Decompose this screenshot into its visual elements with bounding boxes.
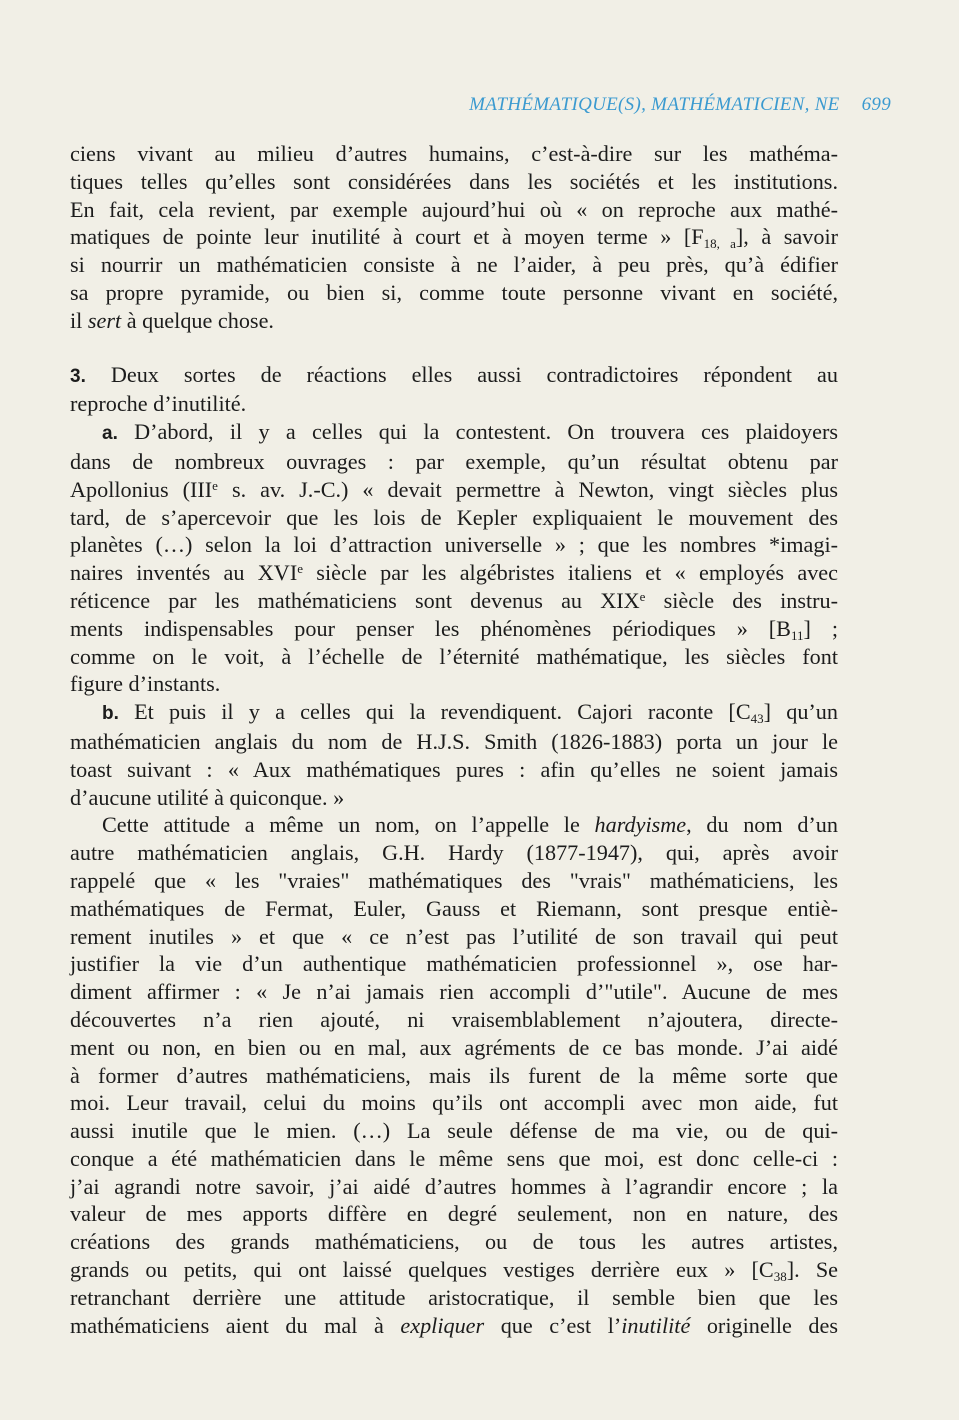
- text-line: reproche d’inutilité.: [70, 391, 247, 417]
- text-line: ment ou non, en bien ou en mal, aux agréments de ce bas monde. J’ai aidé: [70, 1034, 838, 1060]
- text-line: figure d’instants.: [70, 671, 221, 697]
- emphasis: sert: [87, 307, 122, 333]
- citation-subscript: 18, a: [703, 236, 736, 252]
- item-label: b.: [102, 703, 119, 725]
- text-line: d’aucune utilité à quiconque. »: [70, 784, 345, 810]
- text-line: j’ai agrandi notre savoir, j’ai aidé d’autres hommes à l’agrandir encore ; la: [70, 1173, 838, 1199]
- text-run: réticence par les mathématiciens sont devenus au XIX: [70, 587, 640, 613]
- text-line: toast suivant : « Aux mathématiques pures : afin qu’elles ne soient jamais: [70, 756, 838, 782]
- text-line: diment affirmer : « Je n’ai jamais rien accompli d’"utile". Aucune de mes: [70, 979, 838, 1005]
- text-line: [70, 1256, 838, 1284]
- text-run: ] ;: [803, 615, 838, 641]
- text-line: [70, 811, 838, 839]
- text-line: conque a été mathématicien dans le même sens que moi, est donc celle-ci :: [70, 1145, 838, 1171]
- text-line: planètes (…) selon la loi d’attraction universelle » ; que les nombres *imagi-: [70, 532, 838, 558]
- text-line: rement inutiles » et que « ce n’est pas l’utilité de son travail qui peut: [70, 923, 838, 949]
- text-run: s. av. J.-C.) « devait permettre à Newton, vingt siècles plus: [217, 476, 838, 502]
- text-run: D’abord, il y a celles qui la contestent. On trouvera ces plaidoyers: [117, 419, 838, 445]
- superscript: e: [212, 477, 218, 493]
- text-line: mathématicien anglais du nom de H.J.S. Smith (1826-1883) porta un jour le: [70, 728, 838, 754]
- text-line: mathématiques de Fermat, Euler, Gauss et Riemann, sont presque entiè-: [70, 895, 838, 921]
- text-line: [70, 361, 838, 391]
- paragraph-gap: [70, 335, 838, 361]
- text-run: siècle des instru-: [645, 587, 838, 613]
- text-run: à quelque chose.: [121, 307, 274, 333]
- section-number: 3.: [70, 365, 86, 387]
- text-run: ], à savoir: [735, 224, 838, 250]
- text-line: [70, 559, 838, 587]
- text-run: grands ou petits, qui ont laissé quelques vestiges derrière eux » [C: [70, 1257, 774, 1283]
- page-number: 699: [861, 94, 891, 115]
- text-run: il: [70, 307, 88, 333]
- text-run: Cette attitude a même un nom, on l’appelle le: [102, 812, 595, 838]
- text-line: à former d’autres mathématiciens, mais ils furent de la même sorte que: [70, 1062, 838, 1088]
- body-text: [70, 140, 838, 1339]
- text-line: [70, 476, 838, 504]
- text-line: [70, 587, 838, 615]
- emphasis: hardyisme: [594, 812, 687, 838]
- text-line: tiques telles qu’elles sont considérées dans les sociétés et les institutions.: [70, 168, 838, 194]
- text-run: originelle des: [690, 1312, 838, 1338]
- text-line: [70, 698, 838, 728]
- citation-subscript: 11: [790, 627, 804, 643]
- text-run: Et puis il y a celles qui la revendiquent. Cajori raconte [C: [118, 699, 751, 725]
- text-run: ]. Se: [786, 1257, 839, 1283]
- text-line: aussi inutile que le mien. (…) La seule défense de ma vie, ou de qui-: [70, 1118, 838, 1144]
- text-run: , du nom d’un: [686, 812, 838, 838]
- text-line: [70, 1312, 838, 1340]
- citation-subscript: 38: [773, 1269, 787, 1285]
- superscript: e: [639, 588, 646, 604]
- text-line: dans de nombreux ouvrages : par exemple, qu’un résultat obtenu par: [70, 448, 838, 474]
- text-run: ] qu’un: [763, 699, 838, 725]
- text-line: moi. Leur travail, celui du moins qu’ils ont accompli avec mon aide, fut: [70, 1090, 838, 1116]
- text-line: valeur de mes apports diffère en degré seulement, non en nature, des: [70, 1201, 838, 1227]
- text-line: si nourrir un mathématicien consiste à ne l’aider, à peu près, qu’à édifier: [70, 252, 838, 278]
- text-line: retranchant derrière une attitude aristocratique, il semble bien que les: [70, 1284, 838, 1310]
- text-run: mathématiciens aient du mal à: [70, 1312, 401, 1338]
- text-line: sa propre pyramide, ou bien si, comme toute personne vivant en société,: [70, 279, 838, 305]
- text-run: matiques de pointe leur inutilité à court et à moyen terme » [F: [70, 224, 704, 250]
- text-run: naires inventés au XVI: [70, 560, 298, 586]
- emphasis: expliquer: [400, 1312, 485, 1338]
- item-label: a.: [102, 423, 118, 445]
- text-run: ments indispensables pour penser les phénomènes périodiques » [B: [70, 615, 791, 641]
- text-line: créations des grands mathématiciens, ou de tous les autres artistes,: [70, 1229, 838, 1255]
- running-head-title: MATHÉMATIQUE(S), MATHÉMATICIEN, NE: [469, 94, 840, 115]
- text-line: [70, 615, 838, 643]
- text-line: [70, 418, 838, 448]
- text-line: [70, 223, 838, 251]
- citation-subscript: 43: [750, 711, 764, 727]
- text-line: [70, 307, 838, 335]
- running-head: [469, 94, 891, 116]
- text-line: rappelé que « les "vraies" mathématiques des "vrais" mathématiciens, les: [70, 867, 838, 893]
- superscript: e: [297, 561, 303, 577]
- text-line: tard, de s’apercevoir que les lois de Kepler expliquaient le mouvement des: [70, 504, 838, 530]
- text-line: ciens vivant au milieu d’autres humains, c’est-à-dire sur les mathéma-: [70, 141, 838, 166]
- text-line: En fait, cela revient, par exemple aujourd’hui où « on reproche aux mathé-: [70, 196, 838, 222]
- text-run: que c’est l’: [484, 1312, 622, 1338]
- text-run: Apollonius (III: [70, 476, 213, 502]
- text-line: découvertes n’a rien ajouté, ni vraisemblablement n’ajoutera, directe-: [70, 1006, 838, 1032]
- text-line: comme on le voit, à l’échelle de l’éternité mathématique, les siècles font: [70, 643, 838, 669]
- text-line: justifier la vie d’un authentique mathématicien professionnel », ose har-: [70, 951, 838, 977]
- text-line: autre mathématicien anglais, G.H. Hardy (1877-1947), qui, après avoir: [70, 840, 838, 866]
- text-run: Deux sortes de réactions elles aussi contradictoires répondent au: [85, 361, 838, 387]
- text-run: siècle par les algébristes italiens et « employés avec: [303, 560, 838, 586]
- emphasis: inutilité: [621, 1312, 691, 1338]
